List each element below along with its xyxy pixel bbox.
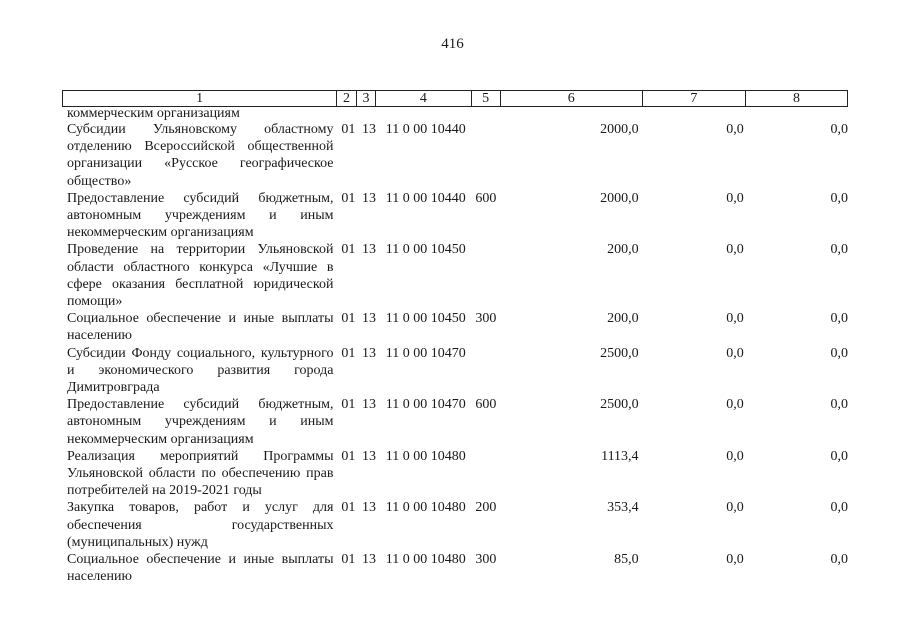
table-header [62, 90, 848, 107]
row-amount-col7: 0,0 [726, 311, 744, 327]
table-row [67, 448, 848, 500]
column-header-6: 6 [501, 91, 643, 106]
row-amount-col8: 0,0 [830, 122, 849, 137]
table-row [67, 499, 848, 551]
table-row [67, 190, 848, 242]
row-target-article: 11 0 00 10440 [385, 190, 466, 206]
row-name: Реализация мероприятий Программы Ульяновской области по обеспечению прав потребителей на 2019-2021 годы [67, 448, 334, 499]
row-podrazdel: 13 [361, 552, 376, 568]
row-amount-col6: 2500,0 [600, 345, 639, 361]
column-header-5: 5 [472, 91, 501, 106]
row-expense-type: 200 [475, 500, 497, 516]
row-podrazdel: 13 [361, 345, 376, 361]
row-expense-type [472, 241, 505, 310]
row-amount-col6: 200,0 [607, 311, 639, 327]
row-target-article: 11 0 00 10470 [385, 397, 466, 413]
row-amount-col7: 0,0 [726, 552, 744, 568]
row-amount-col7: 0,0 [726, 397, 744, 413]
row-expense-type [472, 448, 505, 500]
row-amount-col7: 0,0 [726, 500, 744, 516]
row-amount-col8: 0,0 [830, 500, 849, 516]
row-amount-col7: 0,0 [726, 448, 744, 464]
table-row [67, 121, 848, 190]
row-amount-col8: 0,0 [830, 242, 849, 258]
row-amount-col8: 0,0 [830, 552, 849, 568]
row-amount-col7: 0,0 [726, 122, 744, 137]
row-expense-type [472, 345, 505, 397]
row-name: Субсидии Фонду социального, культурного и экономического развития города Димитровграда [67, 345, 334, 396]
row-name: Предоставление субсидий бюджетным, автономным учреждениям и иным некоммерческим организациям [67, 397, 334, 447]
column-header-1: 1 [63, 91, 337, 106]
row-target-article: 11 0 00 10480 [385, 500, 466, 516]
column-header-8: 8 [792, 91, 800, 106]
table-row [67, 396, 848, 448]
row-podrazdel: 13 [361, 500, 376, 516]
column-header-3: 3 [357, 91, 376, 106]
row-podrazdel: 13 [361, 448, 376, 464]
row-expense-type: 300 [475, 311, 497, 327]
continuation-row [67, 107, 848, 121]
row-name: Социальное обеспечение и иные выплаты населению [67, 552, 334, 585]
row-razdel: 01 [341, 122, 356, 137]
row-target-article: 11 0 00 10450 [385, 242, 466, 258]
row-amount-col6: 353,4 [607, 500, 639, 516]
row-amount-col6: 2000,0 [600, 122, 639, 137]
row-razdel: 01 [341, 190, 356, 206]
row-podrazdel: 13 [361, 397, 376, 413]
row-amount-col8: 0,0 [830, 190, 849, 206]
table-row [67, 345, 848, 397]
row-razdel: 01 [341, 311, 356, 327]
row-expense-type: 600 [475, 190, 497, 206]
row-amount-col8: 0,0 [830, 345, 849, 361]
table-row [67, 551, 848, 585]
row-amount-col7: 0,0 [726, 345, 744, 361]
row-amount-col7: 0,0 [726, 242, 744, 258]
row-podrazdel: 13 [361, 190, 376, 206]
column-header-7: 7 [643, 91, 746, 106]
row-name: Проведение на территории Ульяновской области областного конкурса «Лучшие в сфере оказания бесплатной юридической помощи» [67, 242, 334, 310]
row-amount-col8: 0,0 [830, 448, 849, 464]
row-podrazdel: 13 [361, 122, 376, 137]
row-target-article: 11 0 00 10480 [385, 552, 466, 568]
row-target-article: 11 0 00 10470 [385, 345, 466, 361]
row-amount-col8: 0,0 [830, 397, 849, 413]
row-name: Субсидии Ульяновскому областному отделению Всероссийской общественной организации «Русское географическое общество» [67, 122, 334, 189]
column-header-2: 2 [337, 91, 356, 106]
row-amount-col6: 2500,0 [600, 397, 639, 413]
row-amount-col7: 0,0 [726, 190, 744, 206]
column-header-4: 4 [376, 91, 471, 106]
table-row [67, 310, 848, 344]
row-target-article: 11 0 00 10450 [385, 311, 466, 327]
row-amount-col8: 0,0 [830, 311, 849, 327]
row-target-article: 11 0 00 10480 [385, 448, 466, 464]
row-amount-col6: 85,0 [614, 552, 639, 568]
table-body [67, 107, 848, 585]
row-razdel: 01 [341, 500, 356, 516]
continuation-text: коммерческим организациям [67, 106, 240, 121]
row-podrazdel: 13 [361, 311, 376, 327]
row-expense-type: 300 [475, 552, 497, 568]
row-amount-col6: 2000,0 [600, 190, 639, 206]
row-expense-type: 600 [475, 397, 497, 413]
row-razdel: 01 [341, 448, 356, 464]
row-name: Закупка товаров, работ и услуг для обеспечения государственных (муниципальных) нужд [67, 500, 334, 550]
row-razdel: 01 [341, 552, 356, 568]
row-name: Социальное обеспечение и иные выплаты населению [67, 311, 334, 344]
table-row [67, 241, 848, 310]
row-razdel: 01 [341, 397, 356, 413]
row-target-article: 11 0 00 10440 [385, 122, 466, 137]
row-amount-col6: 200,0 [607, 242, 639, 258]
row-name: Предоставление субсидий бюджетным, автономным учреждениям и иным некоммерческим организациям [67, 190, 334, 241]
row-expense-type [472, 121, 505, 190]
page-number: 416 [441, 36, 464, 52]
row-razdel: 01 [341, 242, 356, 258]
row-amount-col6: 1113,4 [601, 448, 639, 464]
row-podrazdel: 13 [361, 242, 376, 258]
row-razdel: 01 [341, 345, 356, 361]
